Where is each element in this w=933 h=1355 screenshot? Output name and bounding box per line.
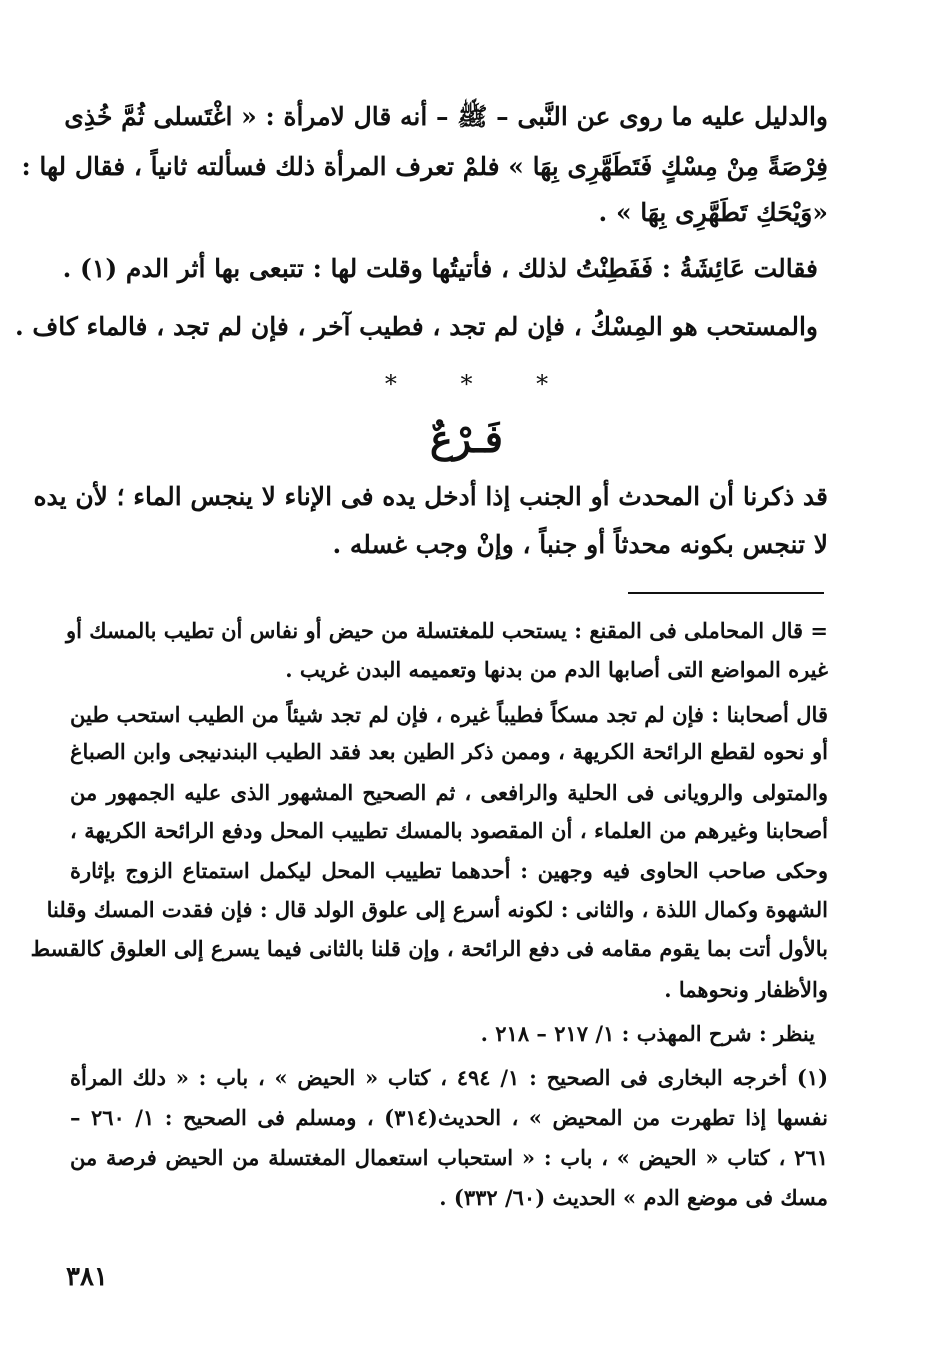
- footnote-line: نفسها إذا تطهرت من المحيض » ، الحديث(٣١٤) ، ومسلم فى الصحيح : ١/ ٢٦٠ –: [70, 1105, 829, 1130]
- footnote-line: بالأول أتت بما يقوم مقامه فى دفع الرائحة ، وإن قلنا بالثانى فيما يسرع إلى العلوق كالقسط: [30, 936, 828, 961]
- main-text-line: فقالت عَائِشَةُ : فَفَطِنْتُ لذلك ، فأتيتُها وقلت لها : تتبعى بها أثر الدم (١) .: [62, 254, 818, 283]
- main-text-line: لا تنجس بكونه محدثاً أو جنباً ، وإنْ وجب غسله .: [332, 530, 828, 559]
- footnote-line: والأظفار ونحوهما .: [664, 977, 828, 1002]
- footnote-line: وحكى صاحب الحاوى فيه وجهين : أحدهما تطييب المحل ليكمل استمتاع الزوج بإثارة: [70, 858, 828, 883]
- footnote-reference: ينظر : شرح المهذب : ١/ ٢١٧ – ٢١٨ .: [480, 1021, 815, 1046]
- section-heading: فَـرْعٌ: [430, 416, 503, 461]
- footnote-line: قال أصحابنا : فإن لم تجد مسكاً فطيباً غيره ، فإن لم تجد شيئاً من الطيب استحب طين: [70, 702, 828, 727]
- main-text-line: قد ذكرنا أن المحدث أو الجنب إذا أدخل يده فى الإناء لا ينجس الماء ؛ لأن يده: [33, 482, 828, 511]
- main-text-line: «وَيْحَكِ تَطَهَّرِى بِهَا » .: [598, 198, 828, 227]
- footnote-divider: [628, 592, 824, 594]
- main-text-line: والمستحب هو المِسْكُ ، فإن لم تجد ، فطيب آخر ، فإن لم تجد ، فالماء كاف .: [14, 312, 818, 341]
- footnote-line: الشهوة وكمال اللذة ، والثانى : لكونه أسرع إلى علوق الولد قال : فإن فقدت المسك وقلنا: [46, 897, 828, 922]
- section-separator: [0, 370, 933, 398]
- page-number: ٣٨١: [66, 1262, 108, 1292]
- main-text-line: والدليل عليه ما روى عن النَّبى – ﷺ – أنه قال لامرأة : « اغْتَسلى ثُمَّ خُذِى: [64, 102, 828, 131]
- footnote-line: غيره المواضع التى أصابها الدم من بدنها وتعميمه البدن غريب .: [285, 657, 828, 682]
- footnote-line: أصحابنا وغيرهم من العلماء ، أن المقصود بالمسك تطييب المحل ودفع الرائحة الكريهة ،: [70, 818, 828, 843]
- footnote-line: أو نحوه لقطع الرائحة الكريهة ، وممن ذكر الطين بعد فقد الطيب البندنيجى وابن الصباغ: [70, 739, 828, 764]
- footnote-line: = قال المحاملى فى المقنع : يستحب للمغتسلة من حيض أو نفاس أن تطيب بالمسك أو: [65, 618, 828, 643]
- separator-star: *: [460, 370, 473, 398]
- footnote-line: مسك فى موضع الدم » الحديث (٦٠/ ٣٣٢) .: [439, 1185, 828, 1210]
- footnote-line: (١) أخرجه البخارى فى الصحيح : ١/ ٤٩٤ ، كتاب « الحيض » ، باب : « دلك المرأة: [70, 1065, 829, 1090]
- separator-star: *: [384, 370, 397, 398]
- footnote-line: ٢٦١ ، كتاب « الحيض » ، باب : « استحباب استعمال المغتسلة من الحيض فرصة من: [70, 1145, 828, 1170]
- main-text-line: فِرْصَةً مِنْ مِسْكٍ فَتَطَهَّرِى بِهَا » فلمْ تعرف المرأة ذلك فسألته ثانياً ، فقال لها :: [21, 152, 828, 181]
- footnote-line: والمتولى والرويانى فى الحلية والرافعى ، ثم الصحيح المشهور الذى عليه الجمهور من: [70, 780, 828, 805]
- separator-star: *: [536, 370, 549, 398]
